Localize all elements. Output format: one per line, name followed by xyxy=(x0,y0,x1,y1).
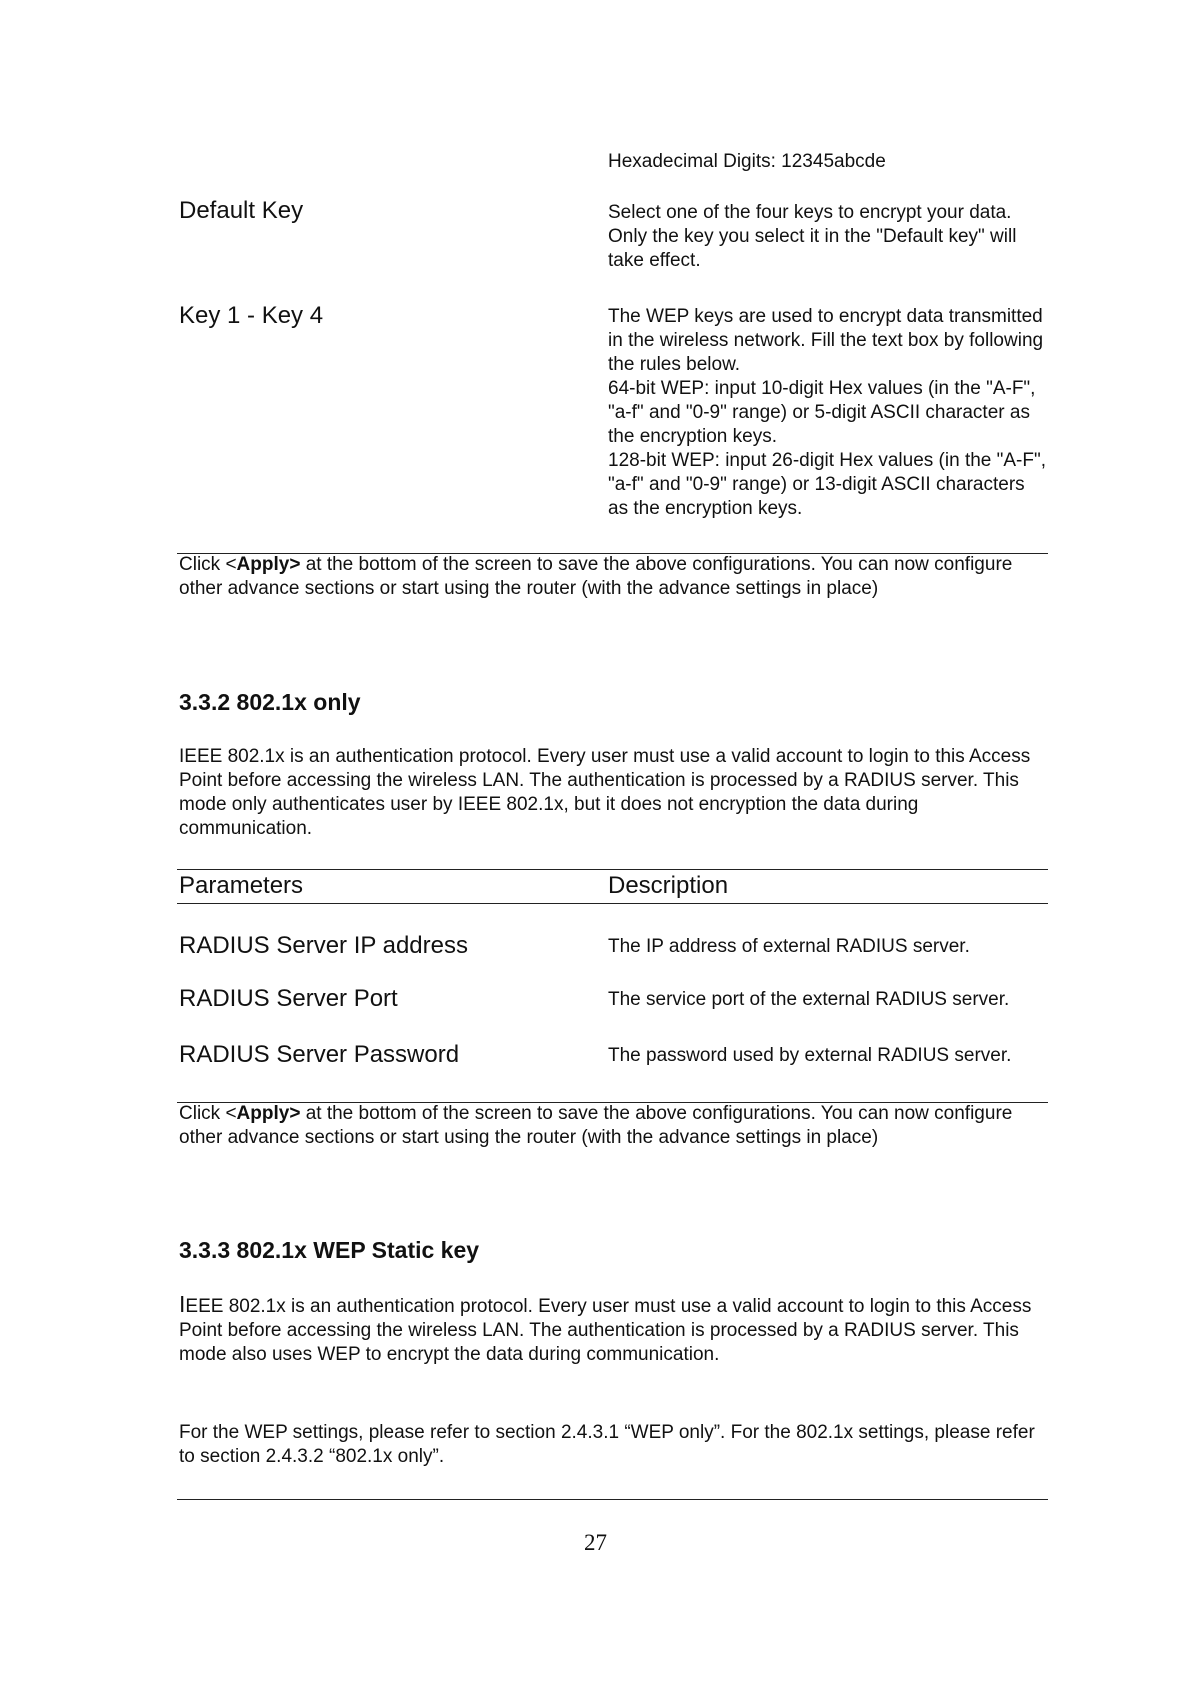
section-heading-332: 3.3.2 802.1x only xyxy=(179,689,361,715)
desc-key1-key4 xyxy=(608,305,1048,521)
table-header-rule xyxy=(177,903,1048,904)
apply-note-suffix: at the bottom of the screen to save the above configurations. You can now configure other advance sections or start using the router (with the advance settings in place) xyxy=(179,554,1013,599)
desc-radius-password: The password used by external RADIUS server. xyxy=(608,1045,1012,1066)
apply-note-suffix: at the bottom of the screen to save the above configurations. You can now configure other advance sections or start using the router (with the advance settings in place) xyxy=(179,1103,1013,1148)
desc-key-line: 128-bit WEP: input 26-digit Hex values (in the "A-F", "a-f" and "0-9" range) or 13-digit ASCII characters as the encryption keys. xyxy=(608,450,1047,519)
apply-note xyxy=(179,553,1049,601)
hex-digits-example: Hexadecimal Digits: 12345abcde xyxy=(608,151,886,172)
desc-radius-ip: The IP address of external RADIUS server. xyxy=(608,936,970,957)
page-number: 27 xyxy=(584,1530,607,1555)
section-intro-333 xyxy=(179,1292,1049,1367)
param-radius-ip: RADIUS Server IP address xyxy=(179,932,468,959)
intro-initial: I xyxy=(179,1291,186,1317)
param-radius-password: RADIUS Server Password xyxy=(179,1041,460,1068)
apply-note-prefix: Click < xyxy=(179,1103,237,1124)
apply-note-bold: Apply> xyxy=(236,1103,301,1124)
desc-key-line: The WEP keys are used to encrypt data transmitted in the wireless network. Fill the text box by following the rules below. xyxy=(608,306,1044,375)
table-top-rule xyxy=(177,869,1048,870)
table-header-description: Description xyxy=(608,872,729,899)
table-header-parameters: Parameters xyxy=(179,872,304,899)
intro-rest: EEE 802.1x is an authentication protocol. Every user must use a valid account to login to this Access Point before accessing the wireless LAN. The authentication is processed by a RADIUS server. This mode also uses WEP to encrypt the data during communication. xyxy=(179,1296,1032,1365)
desc-radius-port: The service port of the external RADIUS server. xyxy=(608,989,1010,1010)
desc-key-line: 64-bit WEP: input 10-digit Hex values (in the "A-F", "a-f" and "0-9" range) or 5-digit ASCII character as the encryption keys. xyxy=(608,378,1036,447)
section-heading-333: 3.3.3 802.1x WEP Static key xyxy=(179,1237,480,1263)
footer-rule xyxy=(177,1499,1048,1500)
apply-note xyxy=(179,1102,1049,1150)
param-default-key: Default Key xyxy=(179,197,304,224)
desc-default-key: Select one of the four keys to encrypt your data. Only the key you select it in the "Default key" will take effect. xyxy=(608,202,1017,271)
apply-note-bold: Apply> xyxy=(236,554,301,575)
section-intro-332: IEEE 802.1x is an authentication protocol. Every user must use a valid account to login to this Access Point before accessing the wireless LAN. The authentication is processed by a RADIUS server. This mode only authenticates user by IEEE 802.1x, but it does not encryption the data during communication. xyxy=(179,746,1031,839)
param-radius-port: RADIUS Server Port xyxy=(179,985,398,1012)
param-key1-key4: Key 1 - Key 4 xyxy=(179,302,324,329)
section-refer-333: For the WEP settings, please refer to section 2.4.3.1 “WEP only”. For the 802.1x settings, please refer to section 2.4.3.2 “802.1x only”. xyxy=(179,1422,1035,1467)
apply-note-prefix: Click < xyxy=(179,554,237,575)
